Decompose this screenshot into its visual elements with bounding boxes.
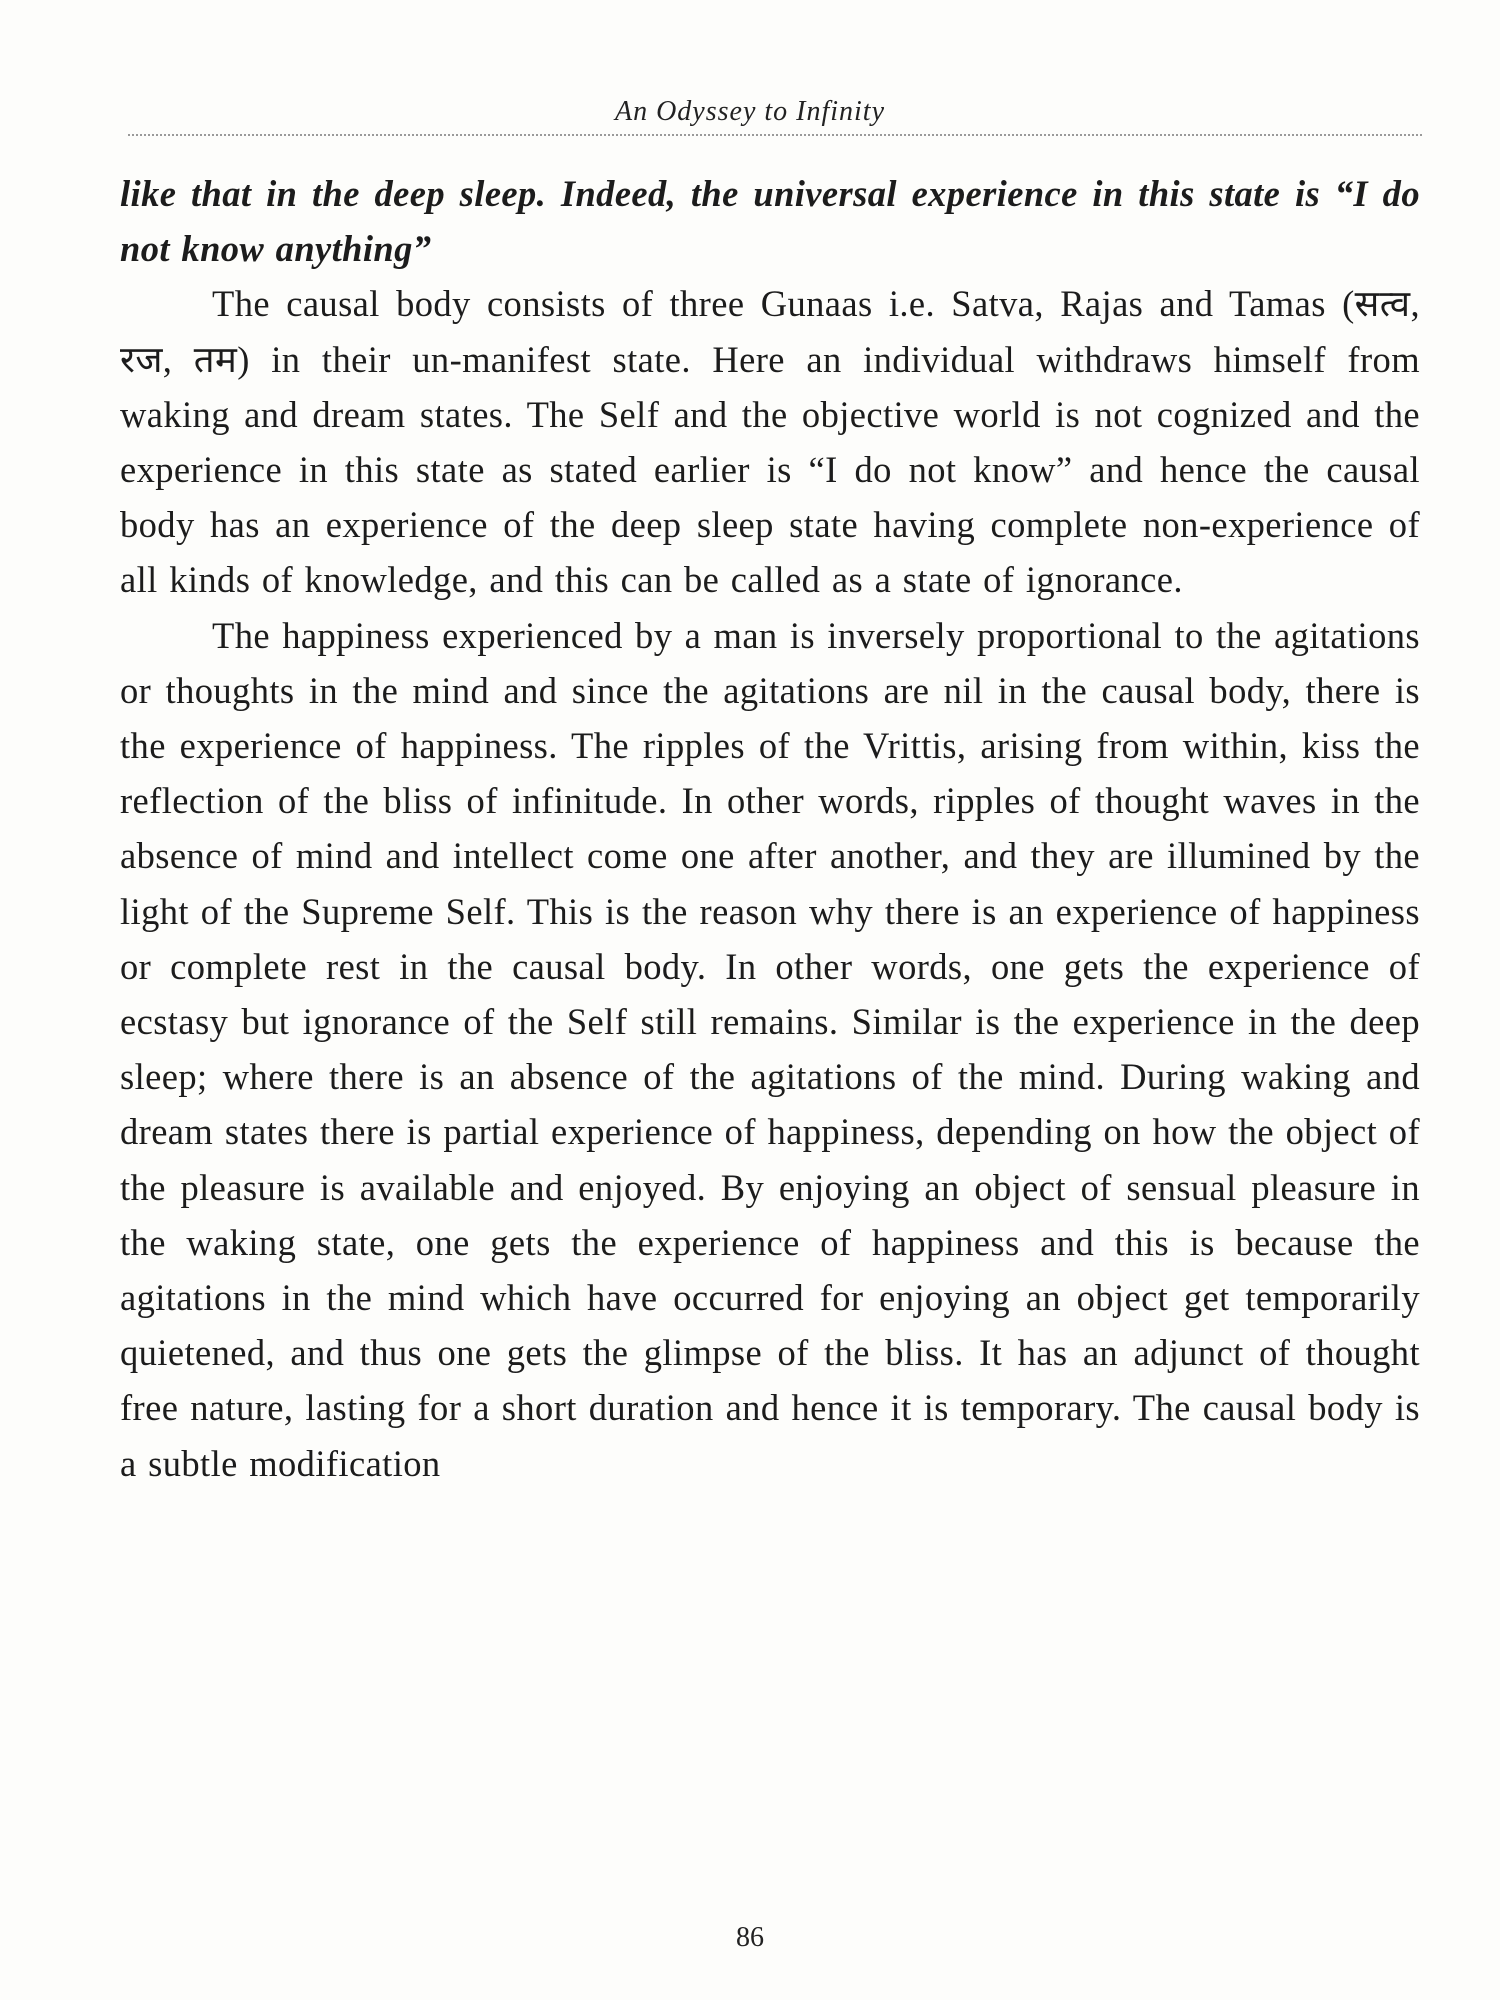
- header-dotted-rule: [128, 134, 1422, 136]
- running-title: An Odyssey to Infinity: [614, 96, 886, 127]
- paragraph-causal-body: The causal body consists of three Gunaas i.e. Satva, Rajas and Tamas (सत्व, रज, तम) in their un-manifest state. Here an individual withdraws himself from waking and dream states. The Self and the objective world is not cognized and the experience in this state as stated earlier is “I do not know” and hence the causal body has an experience of the deep sleep state having complete non-experience of all kinds of knowledge, and this can be called as a state of ignorance.: [120, 283, 1420, 601]
- lead-in-paragraph: like that in the deep sleep. Indeed, the universal experience in this state is “I do not know anything”: [120, 173, 1420, 270]
- body-text: [120, 166, 1420, 1491]
- paragraph-happiness: The happiness experienced by a man is inversely proportional to the agitations or thoughts in the mind and since the agitations are nil in the causal body, there is the experience of happiness. The ripples of the Vrittis, arising from within, kiss the reflection of the bliss of infinitude. In other words, ripples of thought waves in the absence of mind and intellect come one after another, and they are illumined by the light of the Supreme Self. This is the reason why there is an experience of happiness or complete rest in the causal body. In other words, one gets the experience of ecstasy but ignorance of the Self still remains. Similar is the experience in the deep sleep; where there is an absence of the agitations of the mind. During waking and dream states there is partial experience of happiness, depending on how the object of the pleasure is available and enjoyed. By enjoying an object of sensual pleasure in the waking state, one gets the experience of happiness and this is because the agitations in the mind which have occurred for enjoying an object get temporarily quietened, and thus one gets the glimpse of the bliss. It has an adjunct of thought free nature, lasting for a short duration and hence it is temporary. The causal body is a subtle modification: [120, 614, 1420, 1484]
- page-number: 86: [736, 1922, 764, 1953]
